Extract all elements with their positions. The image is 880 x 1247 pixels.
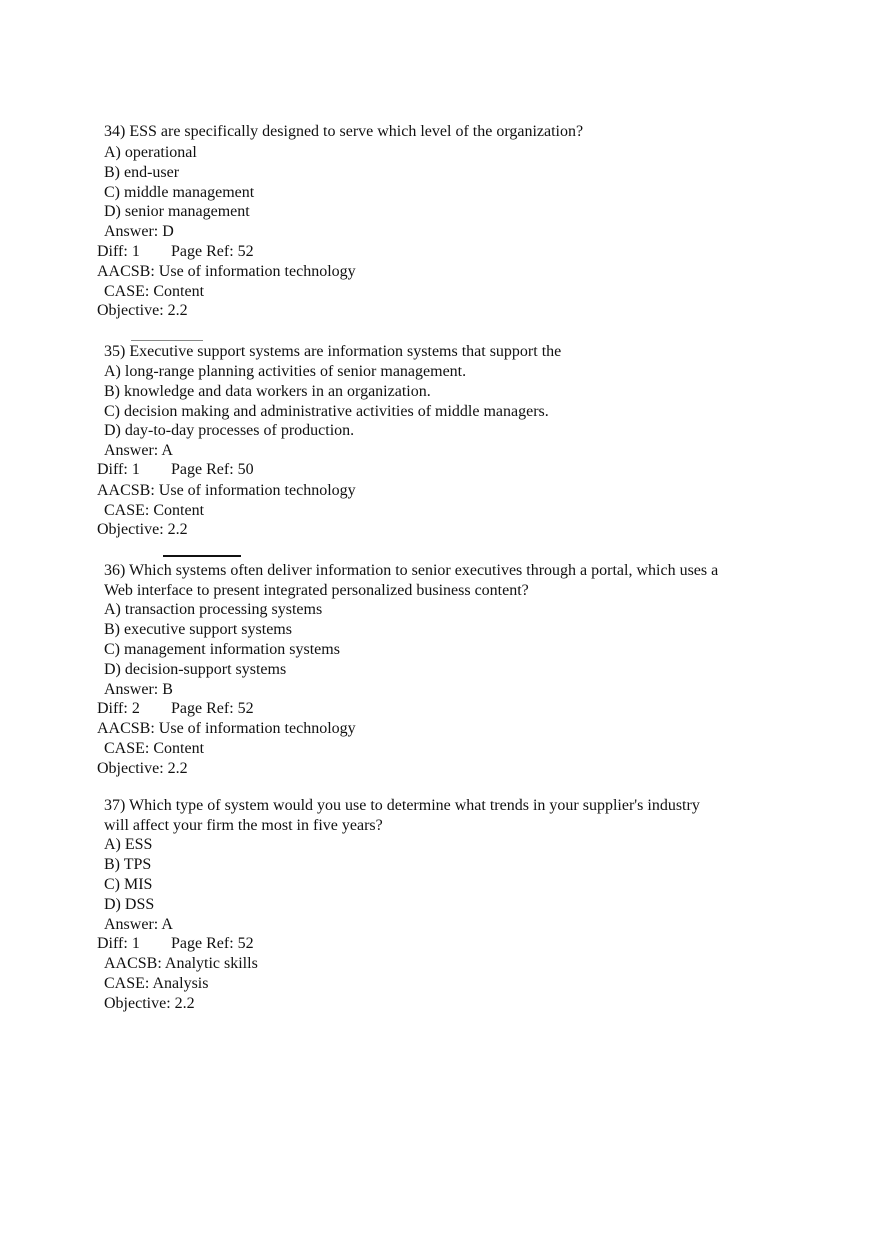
answer-option: C) decision making and administrative activities of middle managers.	[104, 403, 549, 420]
question-stem: 36) Which systems often deliver information to senior executives through a portal, which uses a	[104, 562, 719, 579]
objective-tag: Objective: 2.2	[97, 521, 188, 538]
case-tag: CASE: Content	[104, 283, 205, 300]
answer-option: D) decision-support systems	[104, 661, 287, 678]
difficulty: Diff: 2	[97, 700, 140, 717]
answer-option: C) MIS	[104, 876, 153, 893]
correct-answer: Answer: A	[104, 916, 173, 933]
correct-answer: Answer: D	[104, 223, 174, 240]
difficulty: Diff: 1	[97, 461, 140, 478]
difficulty-line	[97, 460, 254, 480]
page-reference: Page Ref: 50	[171, 461, 254, 478]
page-reference: Page Ref: 52	[171, 935, 254, 952]
answer-option: B) knowledge and data workers in an organization.	[104, 383, 431, 400]
correct-answer: Answer: B	[104, 681, 173, 698]
correct-answer: Answer: A	[104, 442, 173, 459]
objective-tag: Objective: 2.2	[97, 760, 188, 777]
objective-tag: Objective: 2.2	[97, 302, 188, 319]
answer-option: A) ESS	[104, 836, 153, 853]
answer-option: A) transaction processing systems	[104, 601, 323, 618]
answer-option: D) senior management	[104, 203, 250, 220]
separator-rule	[163, 555, 241, 557]
difficulty-line	[97, 699, 254, 719]
case-tag: CASE: Content	[104, 502, 205, 519]
aacsb-tag: AACSB: Analytic skills	[104, 955, 258, 972]
answer-option: A) long-range planning activities of senior management.	[104, 363, 467, 380]
question-stem: will affect your firm the most in five years?	[104, 817, 383, 834]
answer-option: A) operational	[104, 144, 197, 161]
question-stem: Web interface to present integrated personalized business content?	[104, 582, 529, 599]
case-tag: CASE: Content	[104, 740, 205, 757]
objective-tag: Objective: 2.2	[104, 995, 195, 1012]
question-stem: 37) Which type of system would you use to determine what trends in your supplier's industry	[104, 797, 700, 814]
aacsb-tag: AACSB: Use of information technology	[97, 720, 356, 737]
answer-option: B) TPS	[104, 856, 152, 873]
case-tag: CASE: Analysis	[104, 975, 209, 992]
aacsb-tag: AACSB: Use of information technology	[97, 263, 356, 280]
separator-rule	[131, 340, 203, 341]
answer-option: D) day-to-day processes of production.	[104, 422, 355, 439]
question-stem: 35) Executive support systems are information systems that support the	[104, 343, 562, 360]
answer-option: B) executive support systems	[104, 621, 292, 638]
page-reference: Page Ref: 52	[171, 700, 254, 717]
difficulty-line	[97, 242, 254, 262]
difficulty: Diff: 1	[97, 935, 140, 952]
difficulty: Diff: 1	[97, 243, 140, 260]
page-reference: Page Ref: 52	[171, 243, 254, 260]
question-stem: 34) ESS are specifically designed to serve which level of the organization?	[104, 123, 584, 140]
aacsb-tag: AACSB: Use of information technology	[97, 482, 356, 499]
answer-option: C) management information systems	[104, 641, 340, 658]
answer-option: B) end-user	[104, 164, 180, 181]
answer-option: C) middle management	[104, 184, 255, 201]
answer-option: D) DSS	[104, 896, 155, 913]
difficulty-line	[97, 934, 254, 954]
